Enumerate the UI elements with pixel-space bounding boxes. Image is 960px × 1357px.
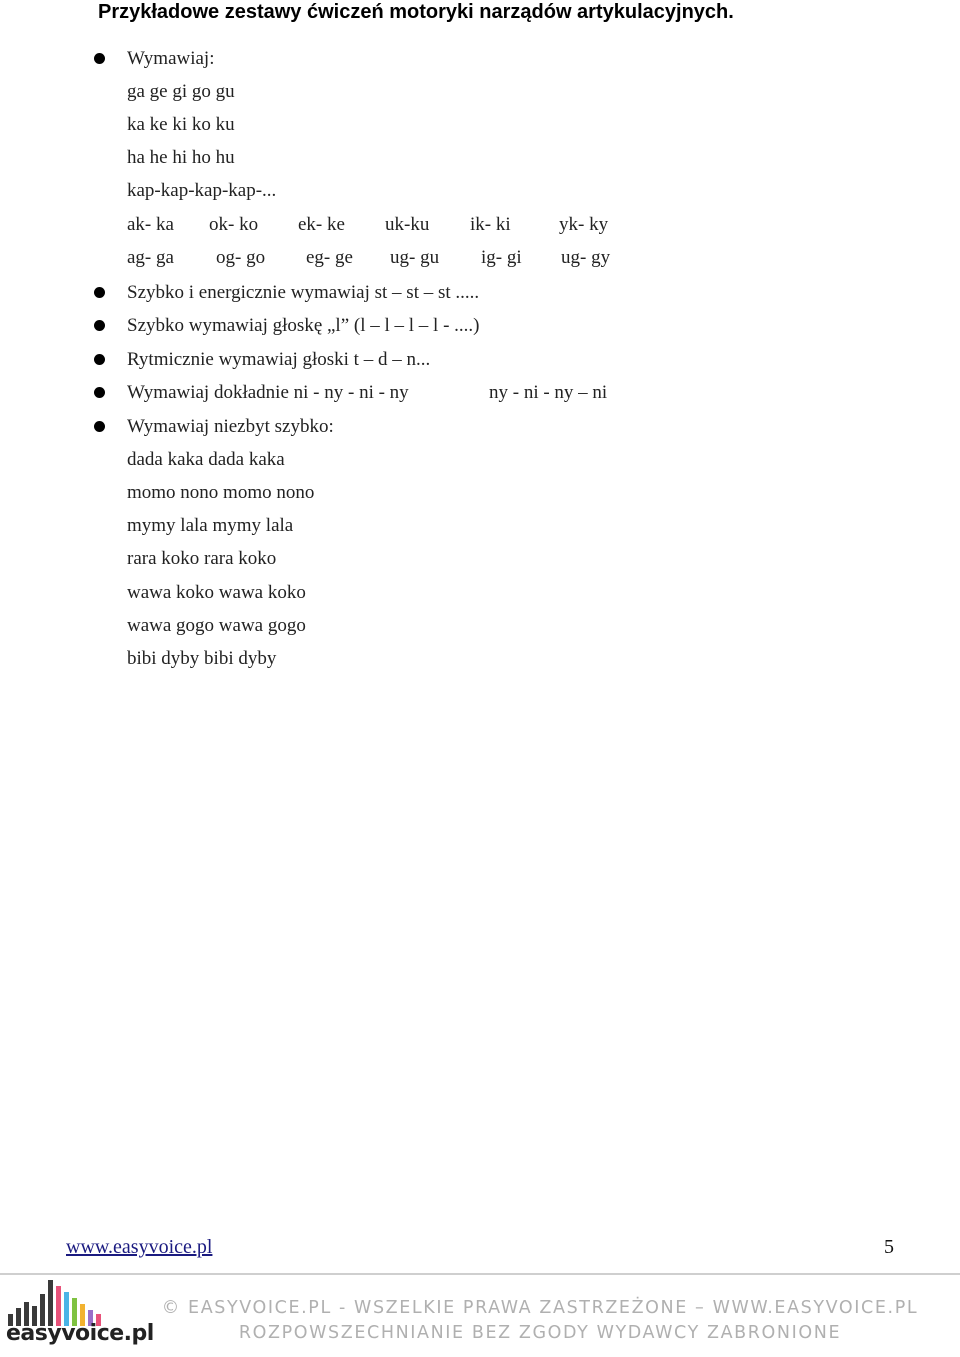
pair-cell: ug- gu — [390, 247, 440, 268]
pair-cell: ag- ga — [127, 247, 174, 268]
ni-ny-part-1: Wymawiaj dokładnie ni - ny - ni - ny — [127, 382, 409, 403]
page-number: 5 — [884, 1236, 894, 1258]
bullet-icon — [94, 354, 105, 365]
word-row: rara koko rara koko — [127, 548, 277, 569]
syllable-row: ha he hi ho hu — [127, 147, 235, 168]
bullet-icon — [94, 53, 105, 64]
bullet-icon — [94, 320, 105, 331]
pair-cell: yk- ky — [559, 214, 609, 235]
logo-wordmark: easyvoice.pl — [6, 1321, 154, 1346]
pair-cell: eg- ge — [306, 247, 353, 268]
exercise-niezbyt-header: Wymawiaj niezbyt szybko: — [127, 416, 334, 437]
bullet-icon — [94, 287, 105, 298]
pair-cell: ek- ke — [298, 214, 345, 235]
syllable-row: ga ge gi go gu — [127, 81, 235, 102]
page-title: Przykładowe zestawy ćwiczeń motoryki narządów artykulacyjnych. — [98, 1, 734, 23]
pair-cell: ok- ko — [209, 214, 259, 235]
pair-cell: uk-ku — [385, 214, 430, 235]
ni-ny-part-2: ny - ni - ny – ni — [489, 382, 608, 403]
word-row: wawa koko wawa koko — [127, 582, 306, 603]
footer-divider — [0, 1273, 960, 1275]
syllable-pairs-g-row — [127, 241, 647, 274]
bullet-icon — [94, 387, 105, 398]
word-row: bibi dyby bibi dyby — [127, 648, 277, 669]
syllable-row: kap-kap-kap-kap-... — [127, 180, 277, 201]
pair-cell: ig- gi — [481, 247, 522, 268]
pair-cell: ik- ki — [470, 214, 511, 235]
easyvoice-logo — [4, 1276, 154, 1354]
word-row: dada kaka dada kaka — [127, 449, 285, 470]
word-row: wawa gogo wawa gogo — [127, 615, 306, 636]
equalizer-bars-icon — [4, 1276, 128, 1326]
copyright-notice-line-1: © EASYVOICE.PL - WSZELKIE PRAWA ZASTRZEŻONE – WWW.EASYVOICE.PL — [161, 1298, 919, 1318]
word-row: momo nono momo nono — [127, 482, 315, 503]
exercise-wymawiaj-header: Wymawiaj: — [127, 48, 215, 69]
exercise-l: Szybko wymawiaj głoskę „l” (l – l – l – l - ....) — [127, 315, 480, 336]
word-row: mymy lala mymy lala — [127, 515, 294, 536]
footer-website-link[interactable]: www.easyvoice.pl — [66, 1236, 213, 1258]
pair-cell: ak- ka — [127, 214, 174, 235]
exercise-ni-ny — [127, 376, 647, 409]
exercise-tdn: Rytmicznie wymawiaj głoski t – d – n... — [127, 349, 431, 370]
copyright-notice-line-2: ROZPOWSZECHNIANIE BEZ ZGODY WYDAWCY ZABRONIONE — [238, 1323, 842, 1343]
pair-cell: og- go — [216, 247, 266, 268]
exercise-st: Szybko i energicznie wymawiaj st – st – st ..... — [127, 282, 480, 303]
syllable-row: ka ke ki ko ku — [127, 114, 235, 135]
syllable-pairs-k-row — [127, 208, 647, 241]
bullet-icon — [94, 421, 105, 432]
pair-cell: ug- gy — [561, 247, 611, 268]
